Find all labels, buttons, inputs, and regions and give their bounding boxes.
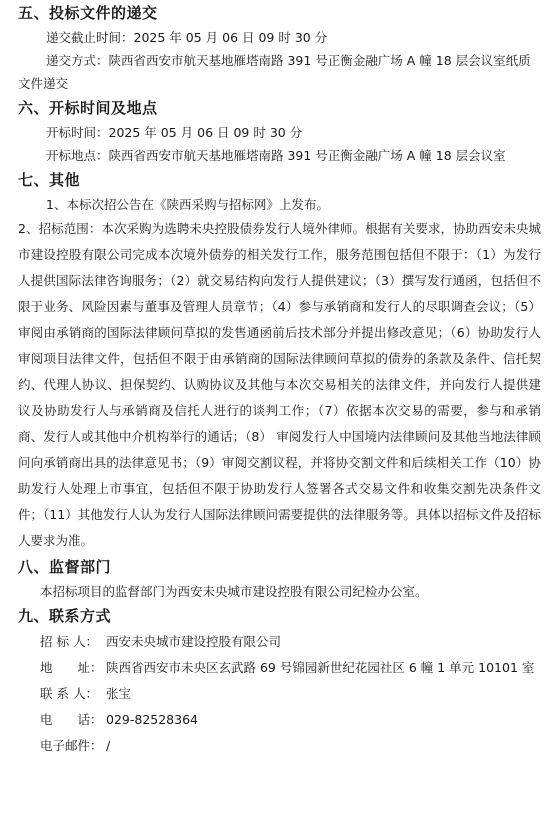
contact-label: 招 标 人： <box>40 634 98 649</box>
contact-row-tenderer <box>18 629 541 655</box>
other-item1: 1、本标次招公告在《陕西采购与招标网》上发布。 <box>46 197 329 212</box>
contact-label: 电子邮件： <box>40 738 103 753</box>
section8-title: 八、监督部门 <box>18 558 112 576</box>
supervision-text: 本招标项目的监督部门为西安未央城市建设控股有限公司纪检办公室。 <box>40 584 428 599</box>
contact-label: 电 话： <box>40 712 103 727</box>
contact-row-phone <box>18 707 541 733</box>
submission-method-line1: 递交方式：陕西省西安市航天基地雁塔南路 391 号正衡金融广场 A 幢 18 层会议室纸质 <box>46 53 531 68</box>
contact-value: 西安未央城市建设控股有限公司 <box>106 634 282 649</box>
contact-value: 张宝 <box>106 686 132 701</box>
section9-title: 九、联系方式 <box>18 607 112 625</box>
section5-title: 五、投标文件的递交 <box>18 4 158 22</box>
other-item2-scope: 2、招标范围：本次采购为选聘未央控股债券发行人境外律师。根据有关要求，协助西安未央城市建设控股有限公司完成本次境外债券的相关发行工作，服务范围包括但不限于：（1）为发行人提供国际法律咨询服务；（2）就交易结构向发行人提供建议；（3）撰写发行通函，包括但不限于业务、风险因素与董事及管理人员章节；（4）参与承销商和发行人的尽职调查会议；（5）审阅由承销商的国际法律顾问草拟的发售通函前后技术部分并提出修改意见；（6）协助发行人审阅项目法律文件，包括但不限于由承销商的国际法律顾问草拟的债券的条款及条件、信托契约、代理人协议、担保契约、认购协议及其他与本次交易相关的法律文件，并向发行人提供建议及协助发行人与承销商及信托人进行的谈判工作；（7）依据本次交易的需要，参与和承销商、发行人或其他中介机构举行的通话；（8） 审阅发行人中国境内法律顾问及其他当地法律顾问向承销商出具的法律意见书；（9）审阅交割议程，并将协交割文件和后续相关工作（10）协助发行人处理上市事宜，包括但不限于协助发行人签署各式交易文件和收集交割先决条件文件；（11）其他发行人认为发行人国际法律顾问需要提供的法律服务等。具体以招标文件及招标人要求为准。 <box>18 221 541 548</box>
contact-label: 联 系 人： <box>40 686 98 701</box>
contact-label: 地 址： <box>40 660 103 675</box>
section6-title: 六、开标时间及地点 <box>18 99 158 117</box>
contact-value: / <box>106 738 111 753</box>
contact-row-address <box>18 655 541 681</box>
opening-time: 开标时间：2025 年 05 月 06 日 09 时 30 分 <box>46 125 303 140</box>
contact-row-email <box>18 733 541 759</box>
submission-method-line2: 文件递交 <box>18 76 69 91</box>
contact-value: 029-82528364 <box>106 712 198 727</box>
opening-place: 开标地点：陕西省西安市航天基地雁塔南路 391 号正衡金融广场 A 幢 18 层会议室 <box>46 148 506 163</box>
contact-value: 陕西省西安市未央区玄武路 69 号锦园新世纪花园社区 6 幢 1 单元 10101 室 <box>106 660 535 675</box>
section7-title: 七、其他 <box>18 171 81 189</box>
submission-deadline: 递交截止时间：2025 年 05 月 06 日 09 时 30 分 <box>46 30 328 45</box>
contact-row-person <box>18 681 541 707</box>
contact-list <box>18 629 541 759</box>
